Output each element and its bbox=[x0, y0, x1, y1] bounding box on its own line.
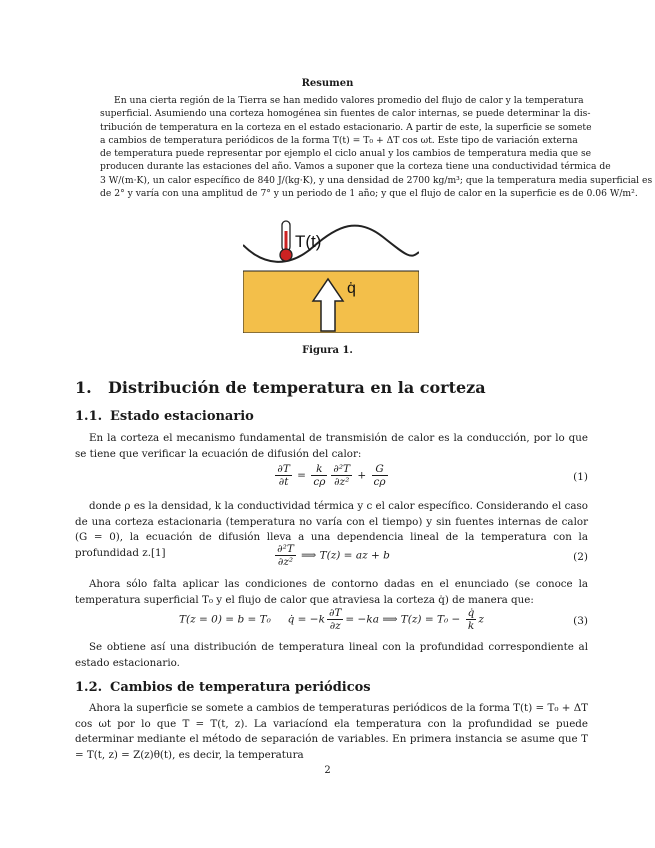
equation-number: (3) bbox=[573, 615, 588, 627]
paragraph bbox=[75, 640, 588, 671]
section-heading: Distribución de temperatura en la corteza bbox=[108, 378, 486, 397]
abstract-line: producen durante las estaciones del año. Vamos a suponer que la corteza tiene una conductividad térmica de bbox=[100, 161, 611, 173]
abstract-line: de 2° y varía con una amplitud de 7° y un periodo de 1 año; y que el flujo de calor en la superficie es de 0.06 W/m². bbox=[100, 188, 638, 200]
figure-1 bbox=[243, 217, 419, 333]
subsection-title bbox=[75, 409, 254, 424]
paragraph bbox=[75, 701, 588, 763]
paragraph bbox=[75, 577, 588, 608]
equation-1 bbox=[75, 463, 588, 493]
abstract-line: En una cierta región de la Tierra se han medido valores promedio del flujo de calor y la temperatura bbox=[114, 95, 584, 106]
temperature-label: T(t) bbox=[295, 232, 322, 251]
paragraph-text: Se obtiene así una distribución de temperatura lineal con la profundidad correspondiente al estado estacionario. bbox=[75, 641, 588, 669]
equation-2-body: $\frac{\text{∂²T}}{\text{∂z²}}$ ⟹ T(z) = az + b bbox=[277, 543, 390, 568]
subsection-number: 1.1. bbox=[75, 409, 103, 424]
paragraph-text: Ahora la superficie se somete a cambios de temperaturas periódicos de la forma T(t) = T₀ + ΔT cos ωt por lo que T = T(t, z). La variacíond ela temperatura con la profundidad se puede determinar mediante el método de separación de variables. En primera instancia se asume que T = T(t, z) = Z(z)θ(t), es decir, la temperatura bbox=[75, 702, 588, 761]
abstract-body bbox=[100, 94, 653, 200]
subsection-title bbox=[75, 680, 371, 695]
subsection-number: 1.2. bbox=[75, 680, 103, 695]
paragraph-text: Ahora sólo falta aplicar las condiciones de contorno dadas en el enunciado (se conoce la temperatura superficial T₀ y el flujo de calor que atraviesa la corteza q̇) de manera que: bbox=[75, 578, 588, 606]
equation-number: (2) bbox=[573, 551, 588, 563]
abstract-line: tribución de temperatura en la corteza en el estado estacionario. A partir de este, la superficie se somete bbox=[100, 121, 592, 133]
paragraph-text: donde ρ es la densidad, k la conductividad térmica y c el calor específico. Considerando el caso de una corteza estacionaria (temperatura no varía con el tiempo) y sin fuentes internas de calor (G = 0), la ecuación de difusión lleva a una dependencia lineal de la temperatura con la profundidad z.[1] bbox=[75, 500, 588, 559]
paragraph bbox=[75, 431, 588, 462]
page-number: 2 bbox=[324, 765, 331, 776]
abstract-title: Resumen bbox=[301, 78, 354, 89]
subsection-heading: Estado estacionario bbox=[110, 409, 254, 424]
abstract-line: a cambios de temperatura periódicos de la forma T(t) = T₀ + ΔT cos ωt. Este tipo de variación externa bbox=[100, 134, 578, 146]
equation-3 bbox=[75, 607, 588, 637]
subsection-heading: Cambios de temperatura periódicos bbox=[110, 680, 371, 695]
thermometer-icon bbox=[280, 221, 292, 261]
abstract-line: superficial. Asumiendo una corteza homogénea sin fuentes de calor internas, se puede determinar la dis- bbox=[100, 108, 591, 120]
paragraph-text: En la corteza el mecanismo fundamental de transmisión de calor es la conducción, por lo que se tiene que verificar la ecuación de difusión del calor: bbox=[75, 432, 588, 460]
abstract-line: 3 W/(m·K), un calor específico de 840 J/(kg·K), y una densidad de 2700 kg/m³; que la temperatura media superficial es bbox=[100, 174, 653, 186]
equation-3-body: T(z = 0) = b = T₀ q̇ = −k $\frac{\partial T}{\partial z}$ = −ka ⟹ T(z) = T₀ − $\frac{q̇}{k}$ z bbox=[179, 607, 484, 632]
section-number: 1. bbox=[75, 378, 92, 397]
equation-2 bbox=[75, 543, 588, 573]
equation-1-body: $\frac{\partial T}{\partial t}$ = $\frac{k}{c\rho}$ $\frac{\text{∂²T}}{\text{∂z²}}$ + $\frac{G}{c\rho}$ bbox=[277, 463, 386, 488]
figure-caption: Figura 1. bbox=[302, 345, 353, 356]
heat-flux-label: q̇ bbox=[347, 280, 356, 297]
section-title bbox=[75, 378, 486, 397]
equation-number: (1) bbox=[573, 471, 588, 483]
abstract-line: de temperatura puede representar por ejemplo el ciclo anual y los cambios de temperatura media que se bbox=[100, 148, 592, 160]
figure-illustration bbox=[243, 217, 419, 333]
